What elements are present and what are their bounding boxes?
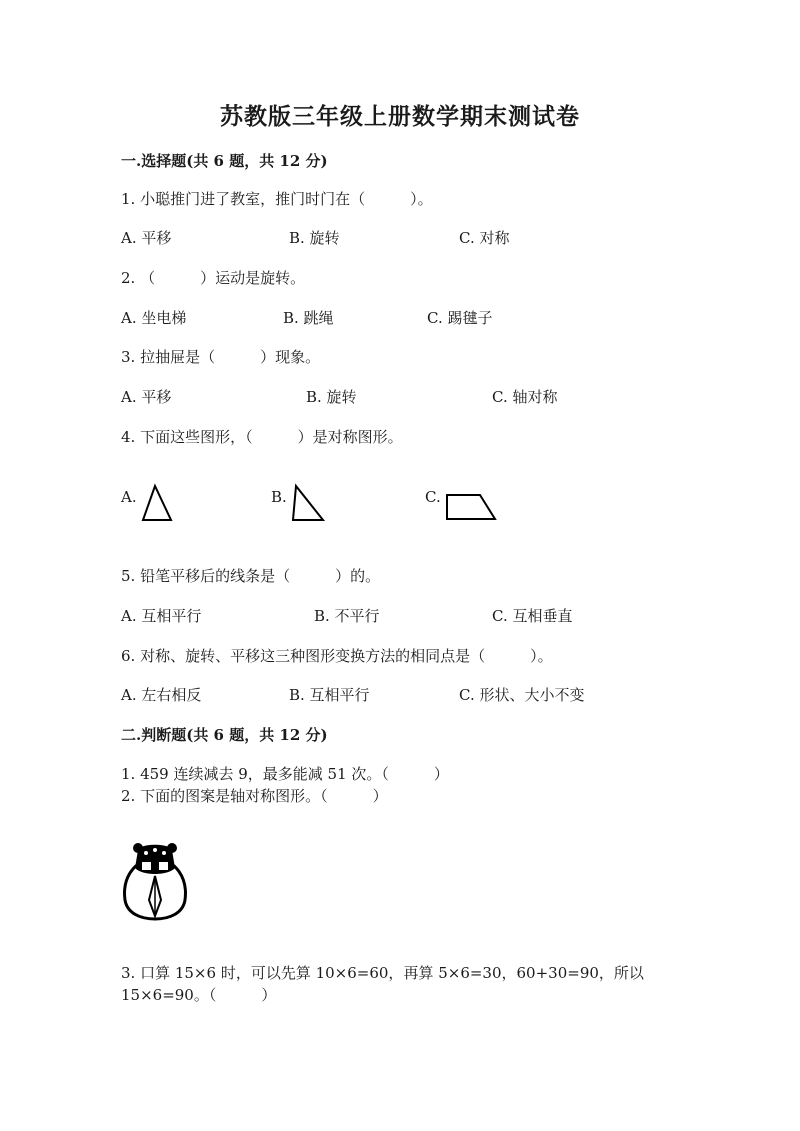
question-3-option-b: B. 旋转	[306, 388, 357, 406]
question-3-option-c: C. 轴对称	[492, 388, 558, 406]
question-5-option-a: A. 互相平行	[121, 607, 202, 625]
question-4-option-a: A.	[121, 488, 137, 506]
question-6-stem: 6. 对称、旋转、平移这三种图形变换方法的相同点是（ ）。	[121, 647, 553, 665]
question-2-option-a: A. 坐电梯	[121, 309, 187, 327]
question-1-option-c: C. 对称	[459, 229, 510, 247]
question-2-option-c: C. 踢毽子	[427, 309, 493, 327]
question-4-option-c: C.	[425, 488, 441, 506]
question-1-stem: 1. 小聪推门进了教室，推门时门在（ ）。	[121, 190, 433, 208]
trapezoid-figure	[443, 492, 499, 522]
question-6-option-a: A. 左右相反	[121, 686, 202, 704]
question-6-option-b: B. 互相平行	[289, 686, 370, 704]
question-5-stem: 5. 铅笔平移后的线条是（ ）的。	[121, 567, 381, 585]
question-1-option-b: B. 旋转	[289, 229, 340, 247]
judgement-item-3-line-1: 3. 口算 15×6 时，可以先算 10×6=60，再算 5×6=30，60+30=90，所以	[121, 964, 644, 982]
question-2-option-b: B. 跳绳	[283, 309, 334, 327]
question-2-stem: 2. （ ）运动是旋转。	[121, 269, 306, 287]
judgement-item-1: 1. 459 连续减去 9，最多能减 51 次。（ ）	[121, 765, 449, 783]
cicada-figure	[120, 840, 190, 922]
question-5-option-b: B. 不平行	[314, 607, 380, 625]
page-title: 苏教版三年级上册数学期末测试卷	[220, 103, 580, 130]
question-1-option-a: A. 平移	[121, 229, 172, 247]
section-heading-choice: 一.选择题(共 6 题，共 12 分)	[121, 152, 328, 170]
question-4-option-b: B.	[271, 488, 287, 506]
question-3-option-a: A. 平移	[121, 388, 172, 406]
question-3-stem: 3. 拉抽屉是（ ）现象。	[121, 348, 321, 366]
question-4-stem: 4. 下面这些图形，（ ）是对称图形。	[121, 428, 403, 446]
isosceles-triangle-figure	[141, 484, 173, 522]
question-6-option-c: C. 形状、大小不变	[459, 686, 585, 704]
question-5-option-c: C. 互相垂直	[492, 607, 573, 625]
section-heading-judgement: 二.判断题(共 6 题，共 12 分)	[121, 726, 328, 744]
judgement-item-3-line-2: 15×6=90。（ ）	[121, 986, 277, 1004]
scalene-triangle-figure	[290, 484, 326, 522]
judgement-item-2: 2. 下面的图案是轴对称图形。（ ）	[121, 787, 388, 805]
